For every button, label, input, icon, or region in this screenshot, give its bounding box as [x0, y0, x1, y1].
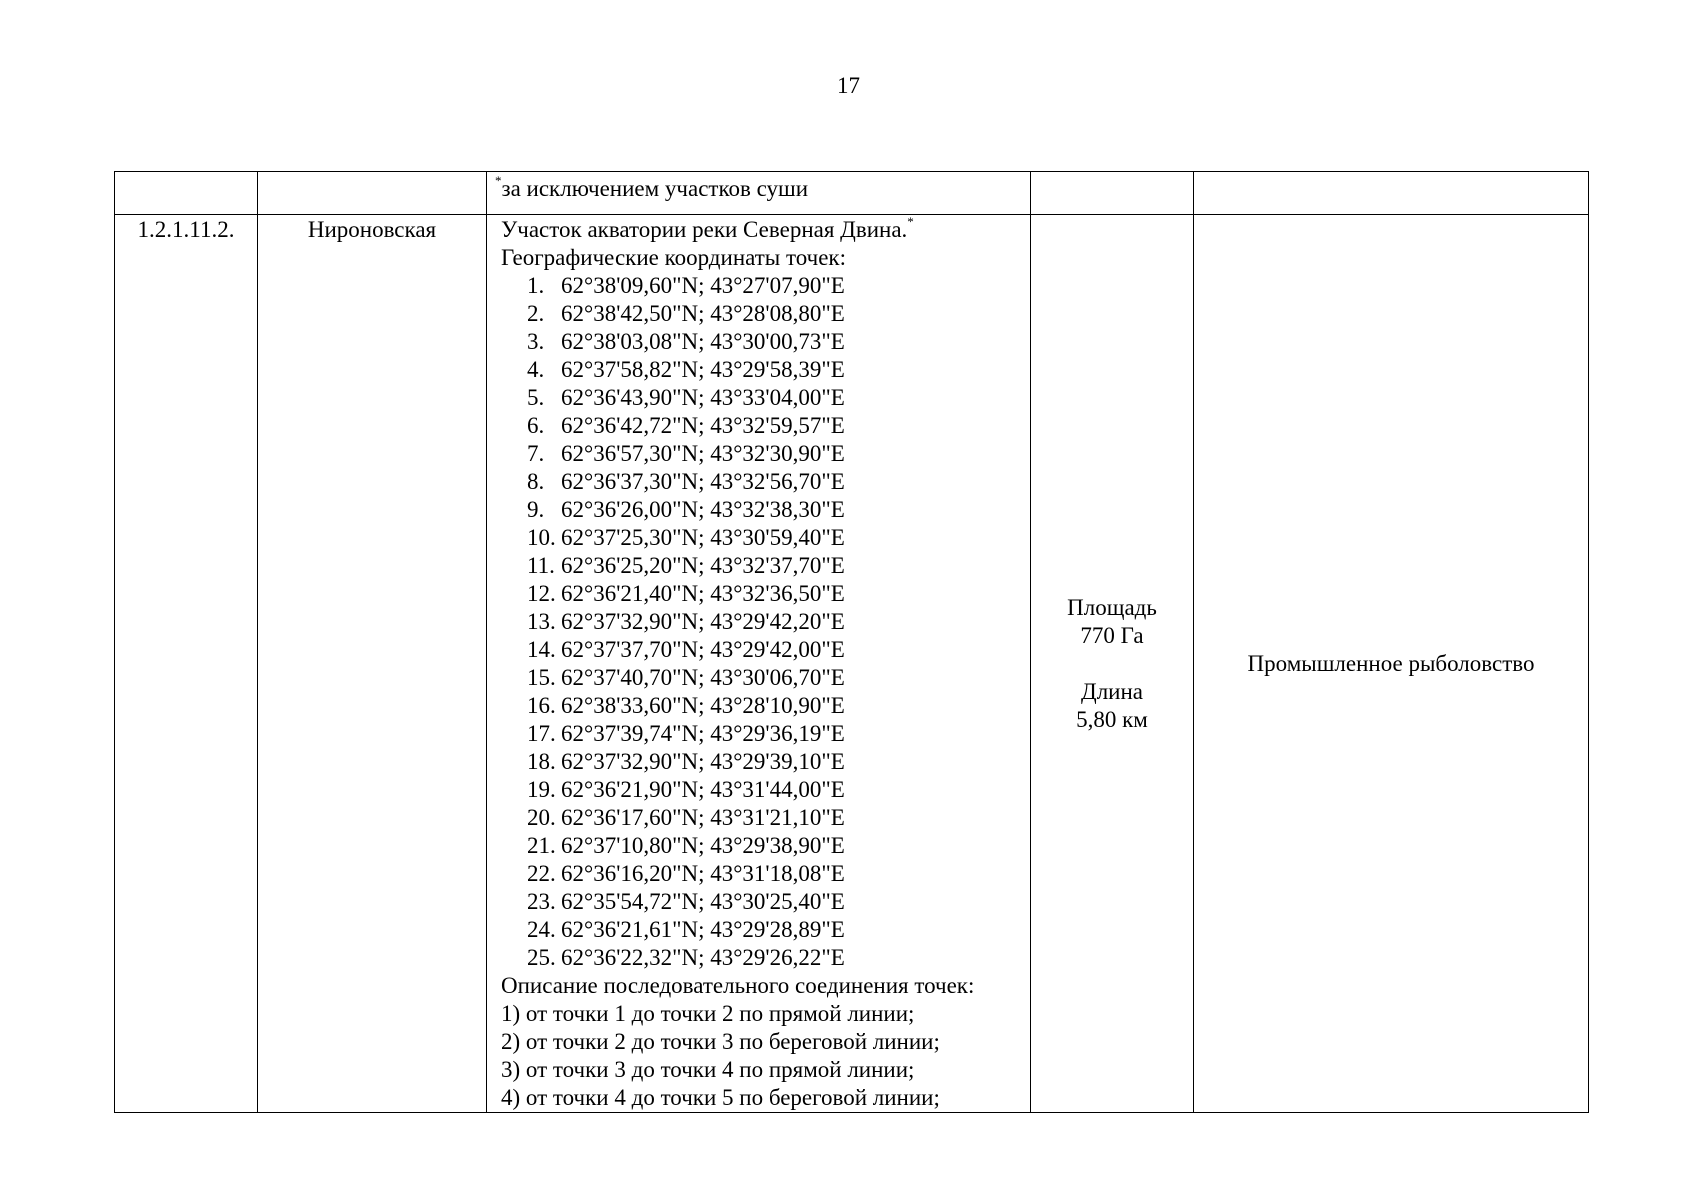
- coordinate-number: 16.: [527, 693, 556, 718]
- coordinate-value: 62°36'57,30"N; 43°32'30,90"E: [561, 441, 845, 466]
- cell-empty: [258, 172, 487, 215]
- connection-item: 1) от точки 1 до точки 2 по прямой линии;: [501, 1001, 915, 1026]
- coordinate-value: 62°38'42,50"N; 43°28'08,80"E: [561, 301, 845, 326]
- coords-heading: Географические координаты точек:: [501, 245, 846, 270]
- coordinate-value: 62°38'33,60"N; 43°28'10,90"E: [561, 693, 845, 718]
- coordinate-number: 13.: [527, 609, 556, 634]
- connection-item: 3) от точки 3 до точки 4 по прямой линии;: [501, 1057, 915, 1082]
- coordinate-item: [501, 832, 1022, 860]
- coordinate-value: 62°37'32,90"N; 43°29'39,10"E: [561, 749, 845, 774]
- connection-heading: Описание последовательного соединения точек:: [501, 973, 975, 998]
- coordinate-value: 62°37'40,70"N; 43°30'06,70"E: [561, 665, 845, 690]
- coordinate-number: 20.: [527, 805, 556, 830]
- coordinate-value: 62°36'16,20"N; 43°31'18,08"E: [561, 861, 845, 886]
- coordinate-item: [501, 720, 1022, 748]
- coordinate-value: 62°37'32,90"N; 43°29'42,20"E: [561, 609, 845, 634]
- coordinate-value: 62°36'17,60"N; 43°31'21,10"E: [561, 805, 845, 830]
- area-title: Участок акватории реки Северная Двина.*: [501, 214, 914, 242]
- coordinate-item: [501, 804, 1022, 832]
- cell-empty: [115, 172, 258, 215]
- footnote-mark: *: [495, 173, 502, 189]
- coordinate-number: 19.: [527, 777, 556, 802]
- area-value: 770 Га: [1080, 622, 1144, 648]
- coordinate-value: 62°37'37,70"N; 43°29'42,00"E: [561, 637, 845, 662]
- coordinate-number: 9.: [527, 497, 545, 522]
- coordinate-value: 62°38'03,08"N; 43°30'00,73"E: [561, 329, 845, 354]
- coordinate-value: 62°36'43,90"N; 43°33'04,00"E: [561, 385, 845, 410]
- coordinate-number: 10.: [527, 525, 556, 550]
- coordinate-number: 24.: [527, 917, 556, 942]
- connection-item: 2) от точки 2 до точки 3 по береговой линии;: [501, 1029, 940, 1054]
- coordinate-item: [501, 356, 1022, 384]
- coordinate-value: 62°37'10,80"N; 43°29'38,90"E: [561, 833, 845, 858]
- coordinate-value: 62°38'09,60"N; 43°27'07,90"E: [561, 273, 845, 298]
- coordinate-list: [501, 272, 1022, 972]
- coordinate-item: [501, 748, 1022, 776]
- coordinate-number: 21.: [527, 833, 556, 858]
- coordinate-value: 62°36'21,90"N; 43°31'44,00"E: [561, 777, 845, 802]
- connection-item: 4) от точки 4 до точки 5 по береговой линии;: [501, 1085, 940, 1110]
- cell-empty: [1031, 172, 1194, 215]
- coordinate-item: [501, 468, 1022, 496]
- coordinate-item: [501, 608, 1022, 636]
- coordinate-item: [501, 300, 1022, 328]
- coordinate-item: [501, 580, 1022, 608]
- coordinate-number: 12.: [527, 581, 556, 606]
- coordinate-value: 62°36'21,40"N; 43°32'36,50"E: [561, 581, 845, 606]
- coordinate-item: [501, 636, 1022, 664]
- coordinate-number: 8.: [527, 469, 545, 494]
- coordinate-item: [501, 692, 1022, 720]
- coordinate-item: [501, 384, 1022, 412]
- coordinate-number: 18.: [527, 749, 556, 774]
- area-name: Нироновская: [258, 215, 487, 1113]
- coordinate-item: [501, 552, 1022, 580]
- coordinate-number: 2.: [527, 301, 545, 326]
- coordinate-number: 15.: [527, 665, 556, 690]
- coordinate-value: 62°36'26,00"N; 43°32'38,30"E: [561, 497, 845, 522]
- coordinate-number: 5.: [527, 385, 545, 410]
- coordinate-item: [501, 412, 1022, 440]
- coordinate-value: 62°35'54,72"N; 43°30'25,40"E: [561, 889, 845, 914]
- coordinate-item: [501, 916, 1022, 944]
- coordinate-number: 23.: [527, 889, 556, 914]
- area-parameters: [1031, 215, 1194, 1113]
- connection-list: [501, 1000, 1022, 1112]
- coordinate-number: 7.: [527, 441, 545, 466]
- coordinate-number: 3.: [527, 329, 545, 354]
- usage-type: Промышленное рыболовство: [1194, 215, 1589, 1113]
- coordinate-number: 17.: [527, 721, 556, 746]
- coordinate-value: 62°37'25,30"N; 43°30'59,40"E: [561, 525, 845, 550]
- coordinate-item: [501, 328, 1022, 356]
- coordinate-value: 62°36'21,61"N; 43°29'28,89"E: [561, 917, 845, 942]
- coordinate-value: 62°37'39,74"N; 43°29'36,19"E: [561, 721, 845, 746]
- table-row: [115, 215, 1589, 1113]
- cell-empty: [1194, 172, 1589, 215]
- coordinate-value: 62°37'58,82"N; 43°29'58,39"E: [561, 357, 845, 382]
- coordinate-number: 4.: [527, 357, 545, 382]
- coordinate-value: 62°36'42,72"N; 43°32'59,57"E: [561, 413, 845, 438]
- coordinate-item: [501, 272, 1022, 300]
- coordinate-number: 11.: [527, 553, 555, 578]
- coordinate-item: [501, 944, 1022, 972]
- page-number: 17: [837, 73, 860, 98]
- coordinate-item: [501, 888, 1022, 916]
- coordinate-number: 6.: [527, 413, 545, 438]
- coordinate-item: [501, 860, 1022, 888]
- continuation-note-cell: [487, 172, 1031, 215]
- coordinate-value: 62°36'25,20"N; 43°32'37,70"E: [561, 553, 845, 578]
- length-label: Длина: [1081, 678, 1143, 704]
- coordinate-number: 1.: [527, 273, 545, 298]
- area-label: Площадь: [1067, 594, 1157, 620]
- table-row: [115, 172, 1589, 215]
- coordinate-item: [501, 524, 1022, 552]
- coordinate-number: 22.: [527, 861, 556, 886]
- coordinate-value: 62°36'37,30"N; 43°32'56,70"E: [561, 469, 845, 494]
- item-number: 1.2.1.11.2.: [115, 215, 258, 1113]
- coordinate-number: 14.: [527, 637, 556, 662]
- document-table: [114, 171, 1589, 1113]
- coordinate-number: 25.: [527, 945, 556, 970]
- coordinate-item: [501, 440, 1022, 468]
- coordinate-item: [501, 496, 1022, 524]
- footnote-mark: *: [907, 214, 914, 230]
- coordinate-value: 62°36'22,32"N; 43°29'26,22"E: [561, 945, 845, 970]
- area-description: [487, 215, 1031, 1113]
- length-value: 5,80 км: [1076, 706, 1148, 732]
- continuation-note: за исключением участков суши: [501, 176, 809, 201]
- coordinate-item: [501, 776, 1022, 804]
- coordinate-item: [501, 664, 1022, 692]
